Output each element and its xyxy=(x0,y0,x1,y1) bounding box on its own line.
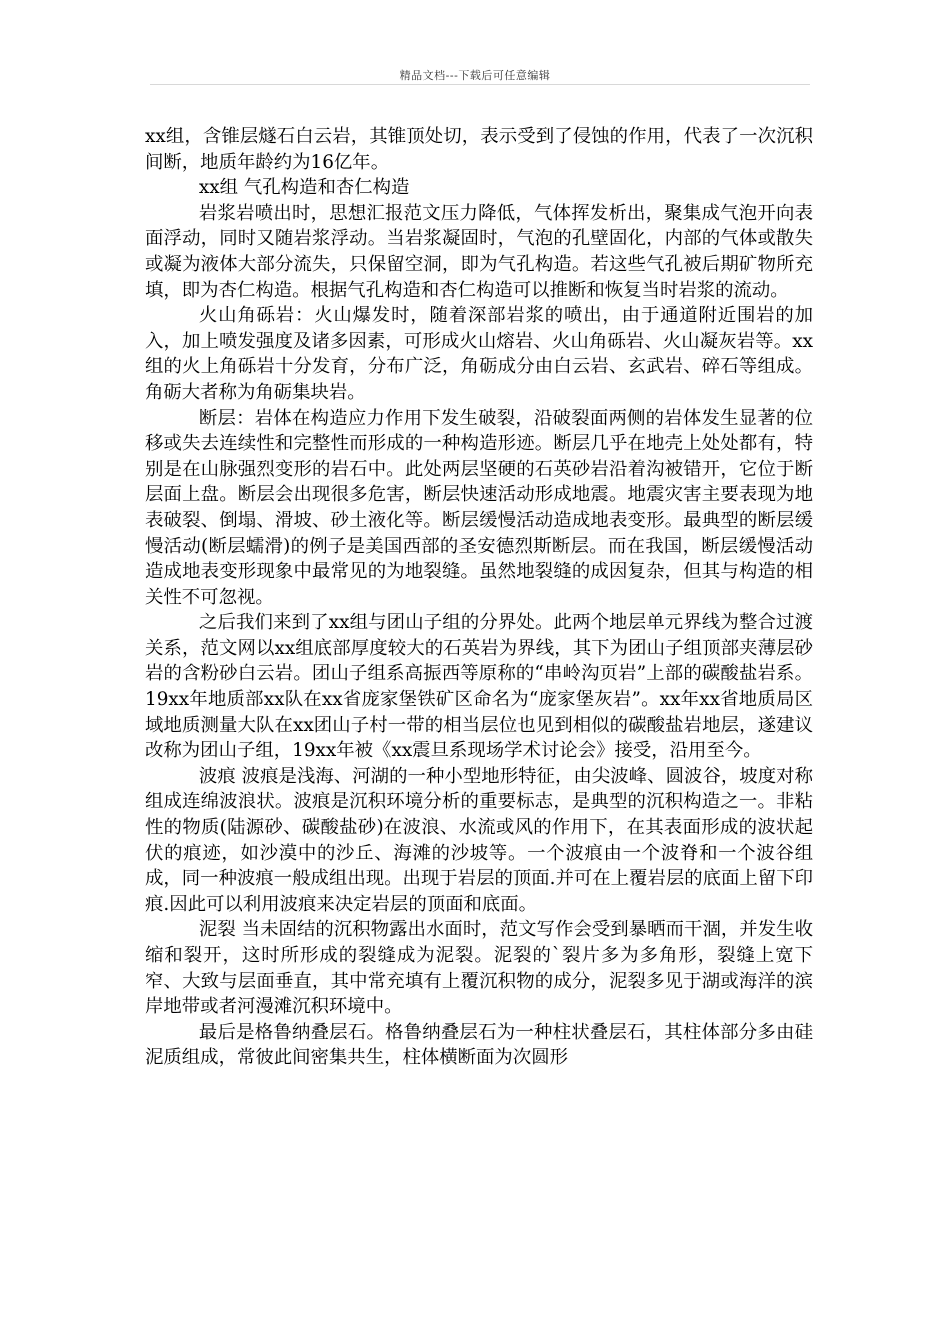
document-body xyxy=(145,124,813,1071)
page-header: 精品文档---下载后可任意编辑 xyxy=(399,69,551,82)
header-divider xyxy=(150,84,810,85)
paragraph-fault: 断层：岩体在构造应力作用下发生破裂，沿破裂面两侧的岩体发生显著的位移或失去连续性和完整性而形成的一种构造形迹。断层几乎在地壳上处处都有，特别是在山脉强烈变形的岩石中。此处两层坚硬的石英砂岩沿着沟被错开，它位于断层面上盘。断层会出现很多危害，断层快速活动形成地震。地震灾害主要表现为地表破裂、倒塌、滑坡、砂土液化等。断层缓慢活动造成地表变形。最典型的断层缓慢活动(断层蠕滑)的例子是美国西部的圣安德烈斯断层。而在我国，断层缓慢活动造成地表变形现象中最常见的为地裂缝。虽然地裂缝的成因复杂，但其与构造的相关性不可忽视。 xyxy=(145,407,813,608)
paragraph-xx-group-continuation: xx组，含锥层燧石白云岩，其锥顶处切，表示受到了侵蚀的作用，代表了一次沉积间断，地质年龄约为16亿年。 xyxy=(145,126,813,173)
paragraph-gruner-stromatolite: 最后是格鲁纳叠层石。格鲁纳叠层石为一种柱状叠层石，其柱体部分多由硅泥质组成，常彼此间密集共生，柱体横断面为次圆形 xyxy=(145,1021,813,1069)
section-heading-vesicular-amygdaloidal: xx组 气孔构造和杏仁构造 xyxy=(198,177,410,199)
paragraph-mud-cracks: 泥裂 当未固结的沉积物露出水面时，范文写作会受到暴晒而干涸，并发生收缩和裂开，这时所形成的裂缝成为泥裂。泥裂的`裂片多为多角形，裂缝上宽下窄、大致与层面垂直，其中常充填有上覆沉积物的成分，泥裂多见于湖或海洋的滨岸地带或者河漫滩沉积环境中。 xyxy=(145,919,813,1018)
paragraph-ripple-marks: 波痕 波痕是浅海、河湖的一种小型地形特征，由尖波峰、圆波谷，坡度对称组成连绵波浪状。波痕是沉积环境分析的重要标志，是典型的沉积构造之一。非粘性的物质(陆源砂、碳酸盐砂)在波浪、水流或风的作用下，在其表面形成的波状起伏的痕迹，如沙漠中的沙丘、海滩的沙坡等。一个波痕由一个波脊和一个波谷组成，同一种波痕一般成组出现。出现于岩层的顶面.并可在上覆岩层的底面上留下印痕.因此可以利用波痕来决定岩层的顶面和底面。 xyxy=(145,765,813,915)
paragraph-volcanic-breccia: 火山角砾岩：火山爆发时，随着深部岩浆的喷出，由于通道附近围岩的加入，加上喷发强度及诸多因素，可形成火山熔岩、火山角砾岩、火山凝灰岩等。xx组的火上角砾岩十分发育，分布广泛，角砺成分由白云岩、玄武岩、碎石等组成。角砺大者称为角砺集块岩。 xyxy=(145,305,813,403)
paragraph-tuanshanzi-boundary: 之后我们来到了xx组与团山子组的分界处。此两个地层单元界线为整合过渡关系，范文网以xx组底部厚度较大的石英岩为界线，其下为团山子组顶部夹薄层砂岩的含粉砂白云岩。团山子组系高振西等原称的“串岭沟页岩”上部的碳酸盐岩系。19xx年地质部xx队在xx省庞家堡铁矿区命名为“庞家堡灰岩”。xx年xx省地质局区域地质测量大队在xx团山子村一带的相当层位也见到相似的碳酸盐岩地层，遂建议改称为团山子组，19xx年被《xx震旦系现场学术讨论会》接受，沿用至今。 xyxy=(145,612,813,762)
paragraph-vesicular-structure: 岩浆岩喷出时，思想汇报范文压力降低，气体挥发析出，聚集成气泡开向表面浮动，同时又随岩浆浮动。当岩浆凝固时，气泡的孔壁固化，内部的气体或散失或凝为液体大部分流失，只保留空洞，即为气孔构造。若这些气孔被后期矿物所充填，即为杏仁构造。根据气孔构造和杏仁构造可以推断和恢复当时岩浆的流动。 xyxy=(145,202,813,301)
